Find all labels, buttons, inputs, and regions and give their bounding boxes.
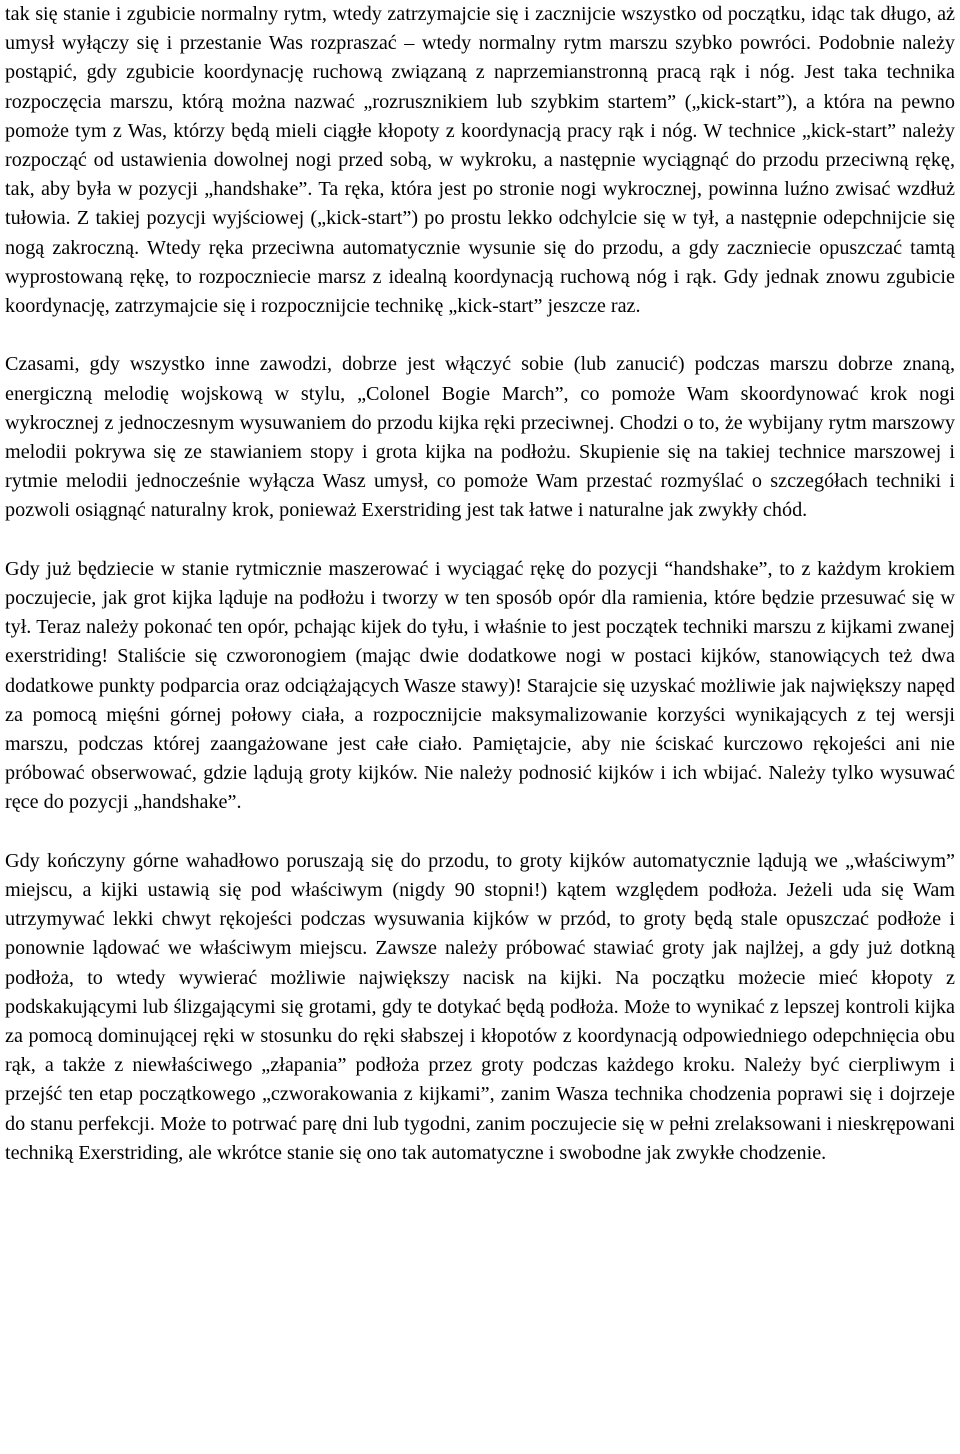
paragraph-gap [5, 818, 955, 847]
paragraph-pole-tips: Gdy kończyny górne wahadłowo poruszają się do przodu, to groty kijków automatycznie lądują we „właściwym” miejscu, a kijki ustawią się pod właściwym (nigdy 90 stopni!) kątem względem podłoża. Jeżeli uda się Wam utrzymywać lekki chwyt rękojeści podczas wysuwania kijków w przód, to groty będą stale opuszczać podłoże i ponownie lądować we właściwym miejscu. Zawsze należy próbować stawiać groty jak najlżej, a gdy już dotkną podłoża, to wtedy wywierać możliwie największy nacisk na kijki. Na początku możecie mieć kłopoty z podskakującymi lub ślizgającymi się grotami, gdy te dotykać będą podłoża. Może to wynikać z lepszej kontroli kijka za pomocą dominującej ręki w stosunku do ręki słabszej i kłopotów z koordynacją odpowiedniego odepchnięcia obu rąk, a także z niewłaściwego „złapania” podłoża przez groty podczas każdego kroku. Należy być cierpliwym i przejść ten etap początkowego „czworakowania z kijkami”, zanim Wasza technika chodzenia poprawi się i dojrzeje do stanu perfekcji. Może to potrwać parę dni lub tygodni, zanim poczujecie się w pełni zrelaksowani i nieskrępowani techniką Exerstriding, ale wkrótce stanie się ono tak automatyczne i swobodne jak zwykłe chodzenie. [5, 849, 955, 1164]
paragraph-gap [5, 321, 955, 350]
paragraph-kick-start: tak się stanie i zgubicie normalny rytm, wtedy zatrzymajcie się i zacznijcie wszystko od początku, idąc tak długo, aż umysł wyłączy się i przestanie Was rozpraszać – wtedy normalny rytm marszu szybko powróci. Podobnie należy postąpić, gdy zgubicie koordynację ruchową związaną z naprzemianstronną pracą rąk i nóg. Jest taka technika rozpoczęcia marszu, którą można nazwać „rozrusznikiem lub szybkim startem” („kick-start”), a która na pewno pomoże tym z Was, którzy będą mieli ciągłe kłopoty z koordynacją pracy rąk i nóg. W technice „kick-start” należy rozpocząć od ustawienia dowolnej nogi przed sobą, w wykroku, a następnie wyciągnąć do przodu przeciwną rękę, tak, aby była w pozycji „handshake”. Ta ręka, która jest po stronie nogi wykrocznej, powinna luźno zwisać wzdłuż tułowia. Z takiej pozycji wyjściowej („kick-start”) po prostu lekko odchylcie się w tył, a następnie odepchnijcie się nogą zakroczną. Wtedy ręka przeciwna automatycznie wysunie się do przodu, a gdy zaczniecie opuszczać tamtą wyprostowaną rękę, to rozpoczniecie marsz z idealną koordynacją ruchową nóg i rąk. Gdy jednak znowu zgubicie koordynację, zatrzymajcie się i rozpocznijcie technikę „kick-start” jeszcze raz. [5, 3, 955, 318]
paragraph-march-melody: Czasami, gdy wszystko inne zawodzi, dobrze jest włączyć sobie (lub zanucić) podczas marszu dobrze znaną, energiczną melodię wojskową w stylu, „Colonel Bogie March”, co pomoże Wam skoordynować krok nogi wykrocznej z jednoczesnym wysuwaniem do przodu kijka ręki przeciwnej. Chodzi o to, że wybijany rytm marszowy melodii pokrywa się ze stawianiem stopy i grota kijka na podłożu. Skupienie się na takiej technice marszowej i rytmie melodii jednocześnie wyłącza Wasz umysł, co pomoże Wam przestać rozmyślać o szczegółach techniki i pozwoli osiągnąć naturalny krok, ponieważ Exerstriding jest tak łatwe i naturalne jak zwykły chód. [5, 353, 955, 522]
paragraph-handshake-resistance: Gdy już będziecie w stanie rytmicznie maszerować i wyciągać rękę do pozycji “handshake”, to z każdym krokiem poczujecie, jak grot kijka ląduje na podłożu i tworzy w ten sposób opór dla ramienia, które będzie przesuwać się w tył. Teraz należy pokonać ten opór, pchając kijek do tyłu, i właśnie to jest początek techniki marszu z kijkami zwanej exerstriding! Staliście się czworonogiem (mając dwie dodatkowe nogi w postaci kijków, stanowiących też dwa dodatkowe punkty podparcia oraz odciążających Wasze stawy)! Starajcie się uzyskać możliwie jak największy napęd za pomocą mięśni górnej połowy ciała, a rozpocznijcie maksymalizowanie korzyści wynikających z tej wersji marszu, podczas której zaangażowane jest całe ciało. Pamiętajcie, aby nie ściskać kurczowo rękojeści ani nie próbować obserwować, gdzie lądują groty kijków. Nie należy podnosić kijków i ich wbijać. Należy tylko wysuwać ręce do pozycji „handshake”. [5, 557, 955, 814]
document-page [5, 0, 955, 1168]
paragraph-gap [5, 526, 955, 555]
